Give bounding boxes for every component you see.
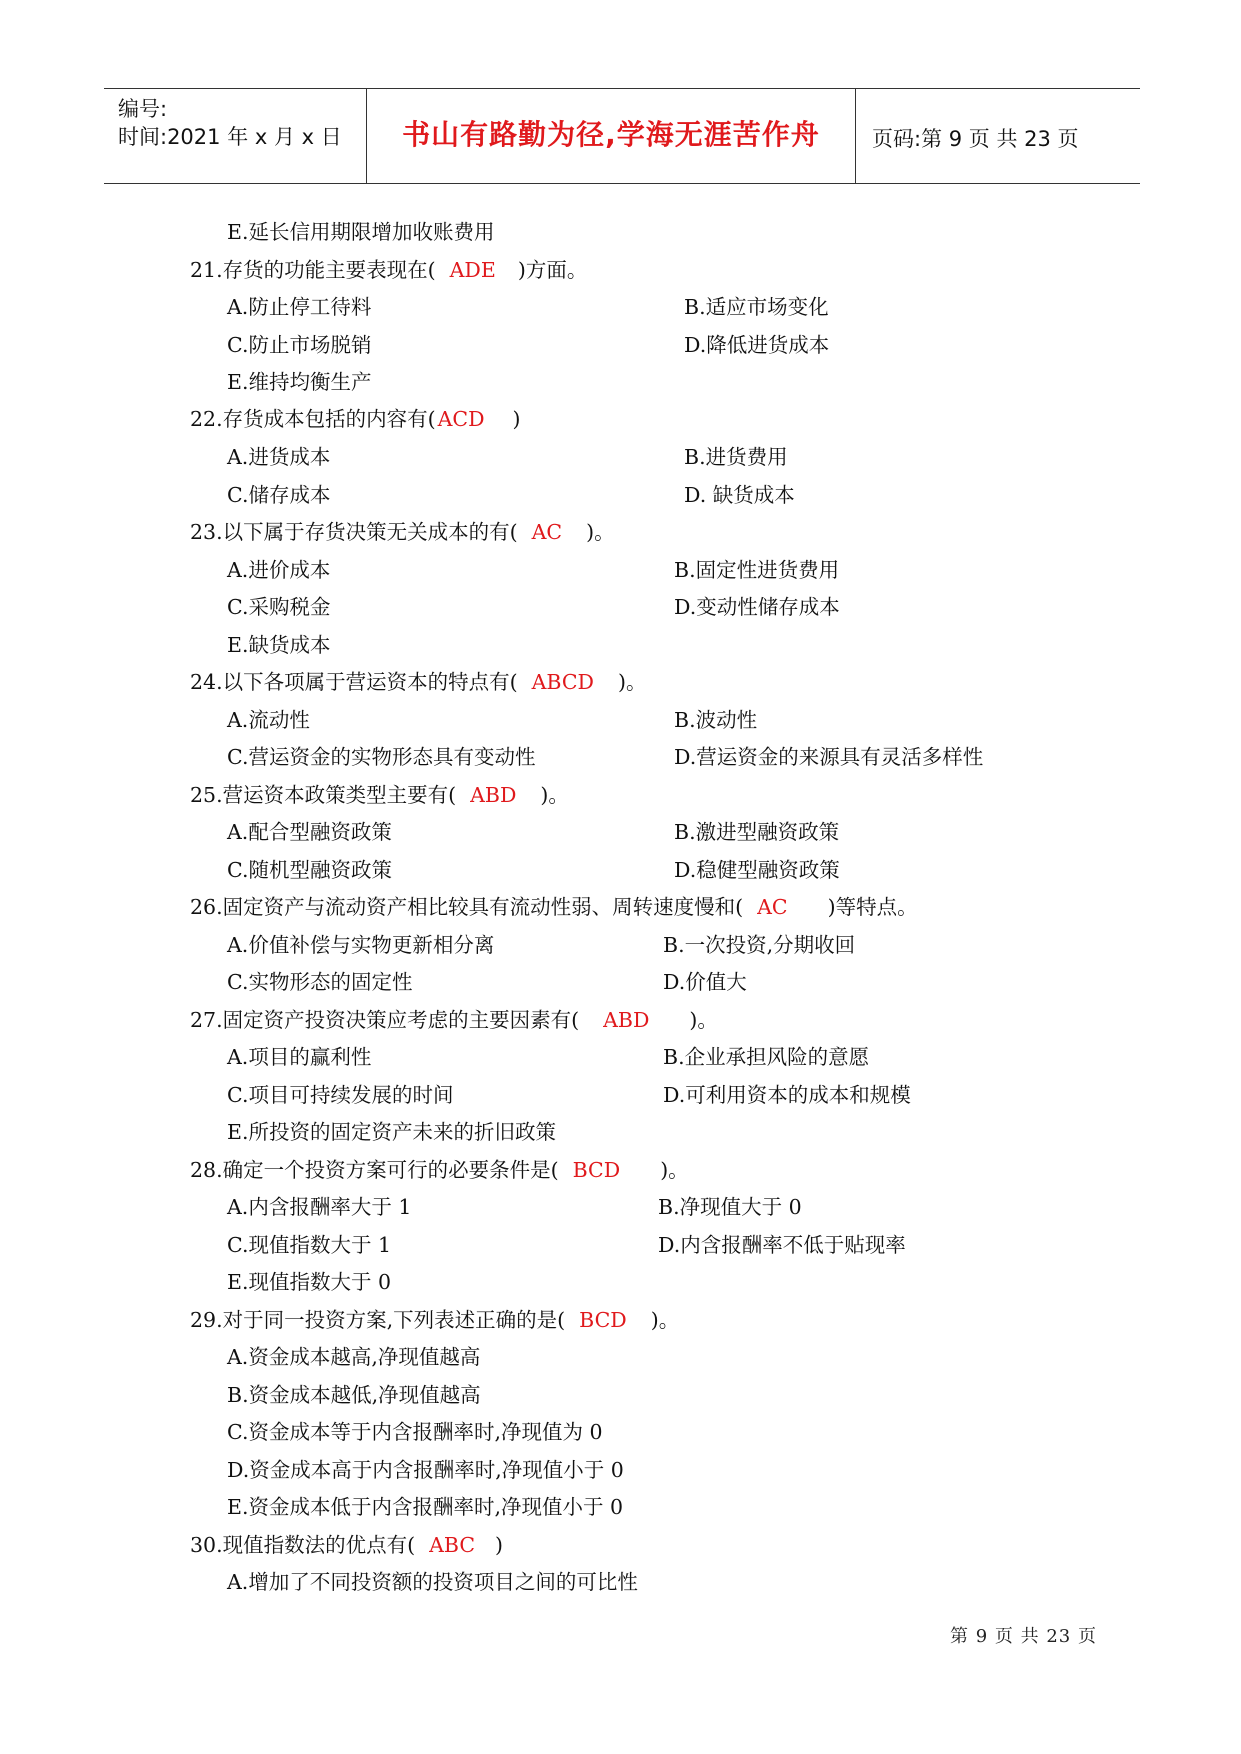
question-line bbox=[190, 666, 646, 698]
option-line: C.营运资金的实物形态具有变动性 bbox=[227, 745, 536, 769]
header-page-cell bbox=[856, 89, 1140, 183]
option-line: B.净现值大于 0 bbox=[658, 1195, 802, 1219]
option-line: C.储存成本 bbox=[227, 483, 331, 507]
option-line: B.固定性进货费用 bbox=[674, 558, 840, 582]
option-line: E.所投资的固定资产未来的折旧政策 bbox=[227, 1120, 556, 1144]
header-info-cell bbox=[104, 89, 366, 183]
option-line: C.现值指数大于 1 bbox=[227, 1233, 392, 1257]
option-line: E.缺货成本 bbox=[227, 633, 331, 657]
question-suffix: )。 bbox=[689, 1008, 718, 1032]
question-stem: 26.固定资产与流动资产相比较具有流动性弱、周转速度慢和( bbox=[190, 895, 744, 919]
answer-key: BCD bbox=[579, 1308, 627, 1332]
question-stem: 27.固定资产投资决策应考虑的主要因素有( bbox=[190, 1008, 580, 1032]
answer-key: AC bbox=[531, 520, 563, 544]
question-line bbox=[190, 1529, 503, 1561]
question-suffix: )。 bbox=[586, 520, 615, 544]
motto-text: 书山有路勤为径,学海无涯苦作舟 bbox=[402, 118, 820, 151]
option-line: C.随机型融资政策 bbox=[227, 858, 392, 882]
option-line: C.资金成本等于内含报酬率时,净现值为 0 bbox=[227, 1420, 603, 1444]
question-stem: 21.存货的功能主要表现在( bbox=[190, 258, 436, 282]
option-line: A.内含报酬率大于 1 bbox=[227, 1195, 412, 1219]
question-suffix: )等特点。 bbox=[827, 895, 918, 919]
answer-key: ABD bbox=[470, 783, 517, 807]
question-suffix: )。 bbox=[650, 1308, 680, 1332]
question-suffix: )方面。 bbox=[517, 258, 588, 282]
question-suffix: )。 bbox=[540, 783, 569, 807]
option-line: E.现值指数大于 0 bbox=[227, 1270, 392, 1294]
answer-key: ADE bbox=[449, 258, 496, 282]
option-line: A.项目的赢利性 bbox=[227, 1045, 372, 1069]
option-line: E.资金成本低于内含报酬率时,净现值小于 0 bbox=[227, 1495, 624, 1519]
question-line bbox=[190, 1004, 718, 1036]
option-line: D. 缺货成本 bbox=[684, 483, 795, 507]
option-line: D.资金成本高于内含报酬率时,净现值小于 0 bbox=[227, 1458, 624, 1482]
option-line: B.一次投资,分期收回 bbox=[663, 933, 856, 957]
question-line bbox=[190, 779, 569, 811]
document-time-label: 时间:2021 年 x 月 x 日 bbox=[118, 125, 342, 149]
document-number-label: 编号: bbox=[118, 97, 168, 121]
option-line: A.防止停工待料 bbox=[227, 295, 372, 319]
question-stem: 22.存货成本包括的内容有( bbox=[190, 407, 436, 431]
option-line: B.资金成本越低,净现值越高 bbox=[227, 1383, 481, 1407]
question-stem: 25.营运资本政策类型主要有( bbox=[190, 783, 457, 807]
option-line: B.激进型融资政策 bbox=[674, 820, 840, 844]
option-line: C.防止市场脱销 bbox=[227, 333, 372, 357]
option-line: A.资金成本越高,净现值越高 bbox=[227, 1345, 481, 1369]
option-line: D.价值大 bbox=[663, 970, 747, 994]
option-line: B.企业承担风险的意愿 bbox=[663, 1045, 870, 1069]
page-footer: 第 9 页 共 23 页 bbox=[950, 1626, 1097, 1647]
question-line bbox=[190, 516, 615, 548]
option-line: A.流动性 bbox=[227, 708, 310, 732]
option-line: A.进价成本 bbox=[227, 558, 331, 582]
option-line: C.实物形态的固定性 bbox=[227, 970, 413, 994]
question-stem: 29.对于同一投资方案,下列表述正确的是( bbox=[190, 1308, 566, 1332]
question-suffix: ) bbox=[512, 407, 521, 431]
option-line: A.配合型融资政策 bbox=[227, 820, 392, 844]
option-line: B.进货费用 bbox=[684, 445, 788, 469]
option-line: C.采购税金 bbox=[227, 595, 331, 619]
option-line: A.进货成本 bbox=[227, 445, 331, 469]
question-stem: 23.以下属于存货决策无关成本的有( bbox=[190, 520, 518, 544]
option-line: D.可利用资本的成本和规模 bbox=[663, 1083, 911, 1107]
answer-key: ABC bbox=[429, 1533, 476, 1557]
answer-key: AC bbox=[757, 895, 788, 919]
page-code-label: 页码:第 9 页 共 23 页 bbox=[872, 127, 1079, 151]
option-line: D.营运资金的来源具有灵活多样性 bbox=[674, 745, 984, 769]
question-line bbox=[190, 1304, 679, 1336]
option-line: E.维持均衡生产 bbox=[227, 370, 372, 394]
answer-key: ACD bbox=[437, 407, 485, 431]
question-line bbox=[190, 891, 918, 923]
answer-key: ABCD bbox=[531, 670, 594, 694]
page-header bbox=[104, 88, 1140, 184]
option-line: A.价值补偿与实物更新相分离 bbox=[227, 933, 495, 957]
option-line: B.适应市场变化 bbox=[684, 295, 829, 319]
question-stem: 28.确定一个投资方案可行的必要条件是( bbox=[190, 1158, 559, 1182]
option-line: D.变动性储存成本 bbox=[674, 595, 840, 619]
option-line: B.波动性 bbox=[674, 708, 758, 732]
question-suffix: )。 bbox=[617, 670, 647, 694]
question-line bbox=[190, 254, 587, 286]
question-suffix: ) bbox=[495, 1533, 504, 1557]
question-stem: 30.现值指数法的优点有( bbox=[190, 1533, 416, 1557]
option-line: D.降低进货成本 bbox=[684, 333, 830, 357]
option-line: D.内含报酬率不低于贴现率 bbox=[658, 1233, 906, 1257]
question-line bbox=[190, 1154, 689, 1186]
option-line: D.稳健型融资政策 bbox=[674, 858, 840, 882]
question-line bbox=[190, 403, 521, 435]
option-line: C.项目可持续发展的时间 bbox=[227, 1083, 454, 1107]
option-line: A.增加了不同投资额的投资项目之间的可比性 bbox=[227, 1570, 638, 1594]
answer-key: BCD bbox=[572, 1158, 621, 1182]
question-suffix: )。 bbox=[660, 1158, 689, 1182]
option-line: E.延长信用期限增加收账费用 bbox=[227, 220, 495, 244]
question-stem: 24.以下各项属于营运资本的特点有( bbox=[190, 670, 518, 694]
answer-key: ABD bbox=[603, 1008, 650, 1032]
header-motto-cell bbox=[366, 89, 856, 183]
